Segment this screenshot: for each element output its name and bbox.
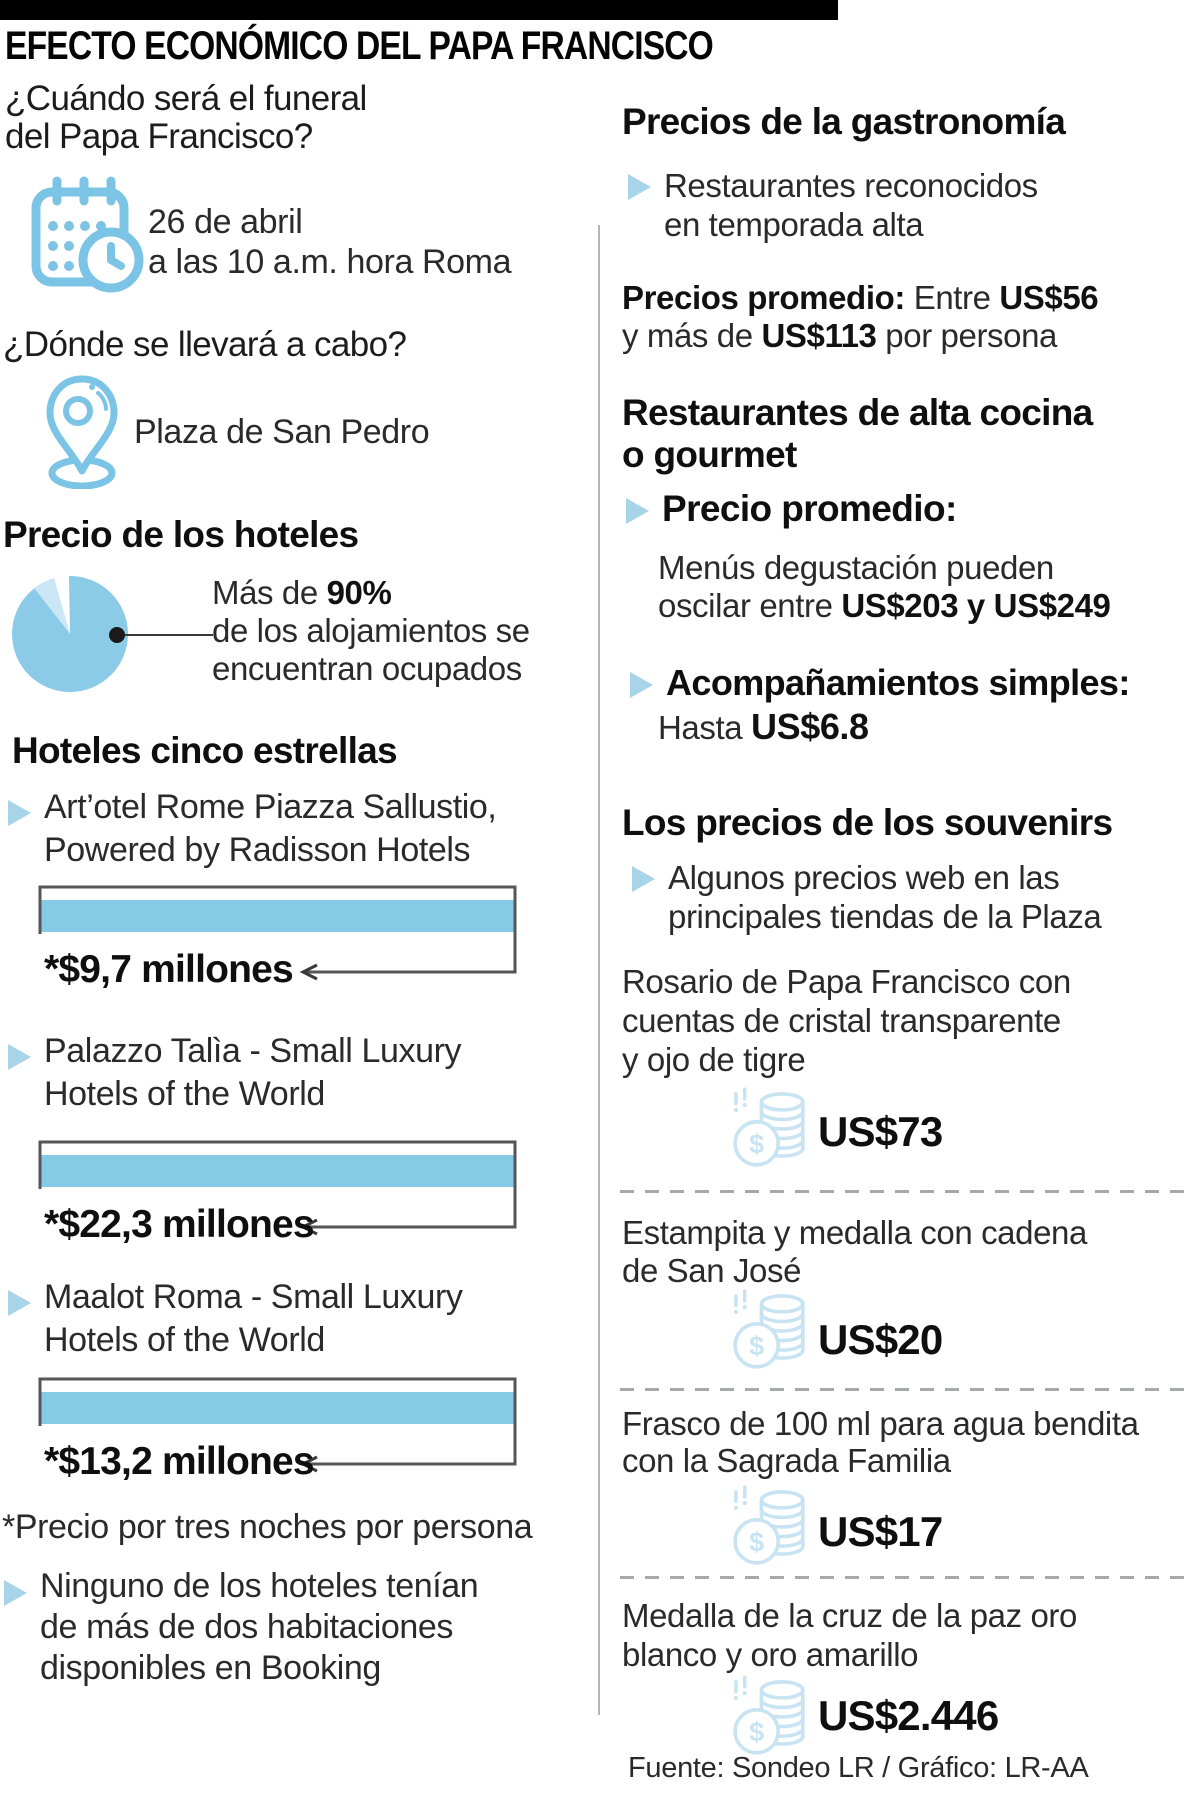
page-title-text: EFECTO ECONÓMICO DEL PAPA FRANCISCO bbox=[5, 24, 713, 68]
souvenir4-line1: Medalla de la cruz de la paz oro bbox=[622, 1597, 1077, 1634]
souvenir-description bbox=[622, 1596, 1077, 1674]
coins-icon bbox=[728, 1674, 814, 1760]
question-when bbox=[5, 80, 367, 156]
triangle-bullet-icon bbox=[4, 1580, 27, 1606]
funeral-location: Plaza de San Pedro bbox=[134, 413, 430, 451]
dollar-glyph: $ bbox=[749, 1525, 765, 1557]
triangle-bullet-icon bbox=[8, 800, 31, 826]
souvenir3-line1: Frasco de 100 ml para agua bendita bbox=[622, 1405, 1139, 1442]
gourmet-heading-line2: o gourmet bbox=[622, 434, 797, 475]
average-price-line1 bbox=[622, 279, 1098, 317]
souvenir-price: US$2.446 bbox=[818, 1692, 999, 1739]
hotel2-name-line2: Hotels of the World bbox=[44, 1075, 325, 1113]
average-price-value2: US$113 bbox=[761, 317, 877, 354]
dashed-divider bbox=[620, 1576, 1194, 1579]
hotel-price-label: *$13,2 millones bbox=[44, 1440, 314, 1483]
question-when-line1: ¿Cuándo será el funeral bbox=[5, 79, 367, 118]
location-pin-icon bbox=[40, 373, 124, 489]
souvenirs-bullet-line1: Algunos precios web en las bbox=[668, 859, 1060, 896]
average-price-mid: Entre bbox=[904, 279, 1000, 316]
hotel1-name-line2: Powered by Radisson Hotels bbox=[44, 831, 471, 869]
souvenir2-line2: de San José bbox=[622, 1252, 802, 1289]
hotel1-name-line1: Art’otel Rome Piazza Sallustio, bbox=[44, 788, 497, 826]
gourmet-desc-value: US$203 y US$249 bbox=[841, 587, 1111, 624]
average-price-line2-post: por persona bbox=[876, 317, 1058, 354]
gastronomy-bullet bbox=[664, 166, 1038, 244]
triangle-bullet-icon bbox=[632, 866, 655, 892]
hotel-price-label: *$9,7 millones bbox=[44, 948, 293, 991]
dollar-glyph: $ bbox=[749, 1715, 765, 1747]
sides-label: Acompañamientos simples: bbox=[666, 662, 1130, 703]
occupancy-line1 bbox=[212, 574, 530, 612]
dollar-glyph: $ bbox=[749, 1329, 765, 1361]
hotel-name bbox=[44, 1030, 461, 1116]
gastronomy-bullet-line2: en temporada alta bbox=[664, 206, 924, 243]
souvenir-description bbox=[622, 1405, 1139, 1479]
occupancy-value: 90% bbox=[326, 574, 392, 611]
souvenir1-line3: y ojo de tigre bbox=[622, 1041, 806, 1078]
souvenirs-bullet bbox=[668, 858, 1101, 936]
hotel-name bbox=[44, 1276, 463, 1362]
hotel-price-label: *$22,3 millones bbox=[44, 1203, 314, 1246]
hotel3-name-line1: Maalot Roma - Small Luxury bbox=[44, 1278, 463, 1316]
souvenir-description bbox=[622, 1214, 1087, 1290]
availability-line3: disponibles en Booking bbox=[40, 1649, 381, 1687]
sides-pre: Hasta bbox=[658, 709, 751, 746]
occupancy-prefix: Más de bbox=[212, 574, 327, 611]
question-when-line2: del Papa Francisco? bbox=[5, 117, 313, 156]
occupancy-pie-chart bbox=[8, 571, 220, 699]
sides-price bbox=[658, 708, 869, 747]
triangle-bullet-icon bbox=[626, 498, 649, 524]
souvenirs-bullet-line2: principales tiendas de la Plaza bbox=[668, 898, 1102, 935]
coins-icon bbox=[728, 1086, 814, 1172]
gourmet-desc-line2-pre: oscilar entre bbox=[658, 587, 842, 624]
gourmet-heading-line1: Restaurantes de alta cocina bbox=[622, 392, 1093, 433]
occupancy-line2: de los alojamientos se bbox=[212, 612, 530, 649]
coins-icon bbox=[728, 1288, 814, 1374]
funeral-date bbox=[148, 202, 511, 282]
gastronomy-bullet-line1: Restaurantes reconocidos bbox=[664, 167, 1038, 204]
gastronomy-heading: Precios de la gastronomía bbox=[622, 101, 1066, 142]
souvenir2-line1: Estampita y medalla con cadena bbox=[622, 1214, 1087, 1251]
average-price-value1: US$56 bbox=[999, 279, 1099, 316]
source-credit: Fuente: Sondeo LR / Gráfico: LR-AA bbox=[628, 1752, 1089, 1784]
column-divider bbox=[598, 225, 600, 1715]
souvenir-price: US$73 bbox=[818, 1108, 943, 1155]
souvenir1-line2: cuentas de cristal transparente bbox=[622, 1002, 1061, 1039]
gourmet-avg-label: Precio promedio: bbox=[662, 488, 957, 529]
souvenir-price: US$20 bbox=[818, 1316, 943, 1363]
triangle-bullet-icon bbox=[628, 174, 651, 200]
average-price-label: Precios promedio: bbox=[622, 279, 905, 316]
triangle-bullet-icon bbox=[630, 672, 653, 698]
occupancy-note bbox=[212, 574, 530, 688]
coins-icon bbox=[728, 1484, 814, 1570]
availability-note bbox=[40, 1566, 478, 1689]
hotel-name bbox=[44, 786, 496, 872]
question-where: ¿Dónde se llevará a cabo? bbox=[3, 325, 407, 364]
sides-value: US$6.8 bbox=[750, 706, 869, 747]
price-footnote: *Precio por tres noches por persona bbox=[2, 1508, 533, 1546]
souvenirs-heading: Los precios de los souvenirs bbox=[622, 802, 1113, 843]
gourmet-desc-line1: Menús degustación pueden bbox=[658, 549, 1054, 586]
occupancy-line3: encuentran ocupados bbox=[212, 650, 522, 687]
dollar-glyph: $ bbox=[749, 1127, 765, 1159]
souvenir4-line2: blanco y oro amarillo bbox=[622, 1636, 919, 1673]
souvenir-description bbox=[622, 962, 1071, 1079]
dashed-divider bbox=[620, 1388, 1194, 1391]
availability-line1: Ninguno de los hoteles tenían bbox=[40, 1567, 479, 1605]
triangle-bullet-icon bbox=[8, 1290, 31, 1316]
souvenir1-line1: Rosario de Papa Francisco con bbox=[622, 963, 1071, 1000]
average-price-line2-pre: y más de bbox=[622, 317, 762, 354]
five-star-hotels-heading: Hoteles cinco estrellas bbox=[12, 730, 397, 771]
triangle-bullet-icon bbox=[8, 1044, 31, 1070]
funeral-date-line1: 26 de abril bbox=[148, 203, 303, 241]
souvenir3-line2: con la Sagrada Familia bbox=[622, 1442, 951, 1479]
hotel2-name-line1: Palazzo Talìa - Small Luxury bbox=[44, 1032, 462, 1070]
page-title bbox=[5, 24, 848, 69]
hotel-prices-heading: Precio de los hoteles bbox=[3, 514, 359, 555]
calendar-clock-icon bbox=[26, 176, 144, 298]
gourmet-desc bbox=[658, 549, 1111, 625]
hotel3-name-line2: Hotels of the World bbox=[44, 1321, 325, 1359]
gourmet-heading bbox=[622, 392, 1093, 476]
top-bar bbox=[0, 0, 838, 20]
availability-line2: de más de dos habitaciones bbox=[40, 1608, 453, 1646]
funeral-date-line2: a las 10 a.m. hora Roma bbox=[148, 243, 512, 281]
souvenir-price: US$17 bbox=[818, 1508, 943, 1555]
dashed-divider bbox=[620, 1190, 1194, 1193]
average-price-note bbox=[622, 279, 1098, 355]
gourmet-desc-line2 bbox=[658, 587, 1111, 625]
average-price-line2 bbox=[622, 317, 1098, 355]
